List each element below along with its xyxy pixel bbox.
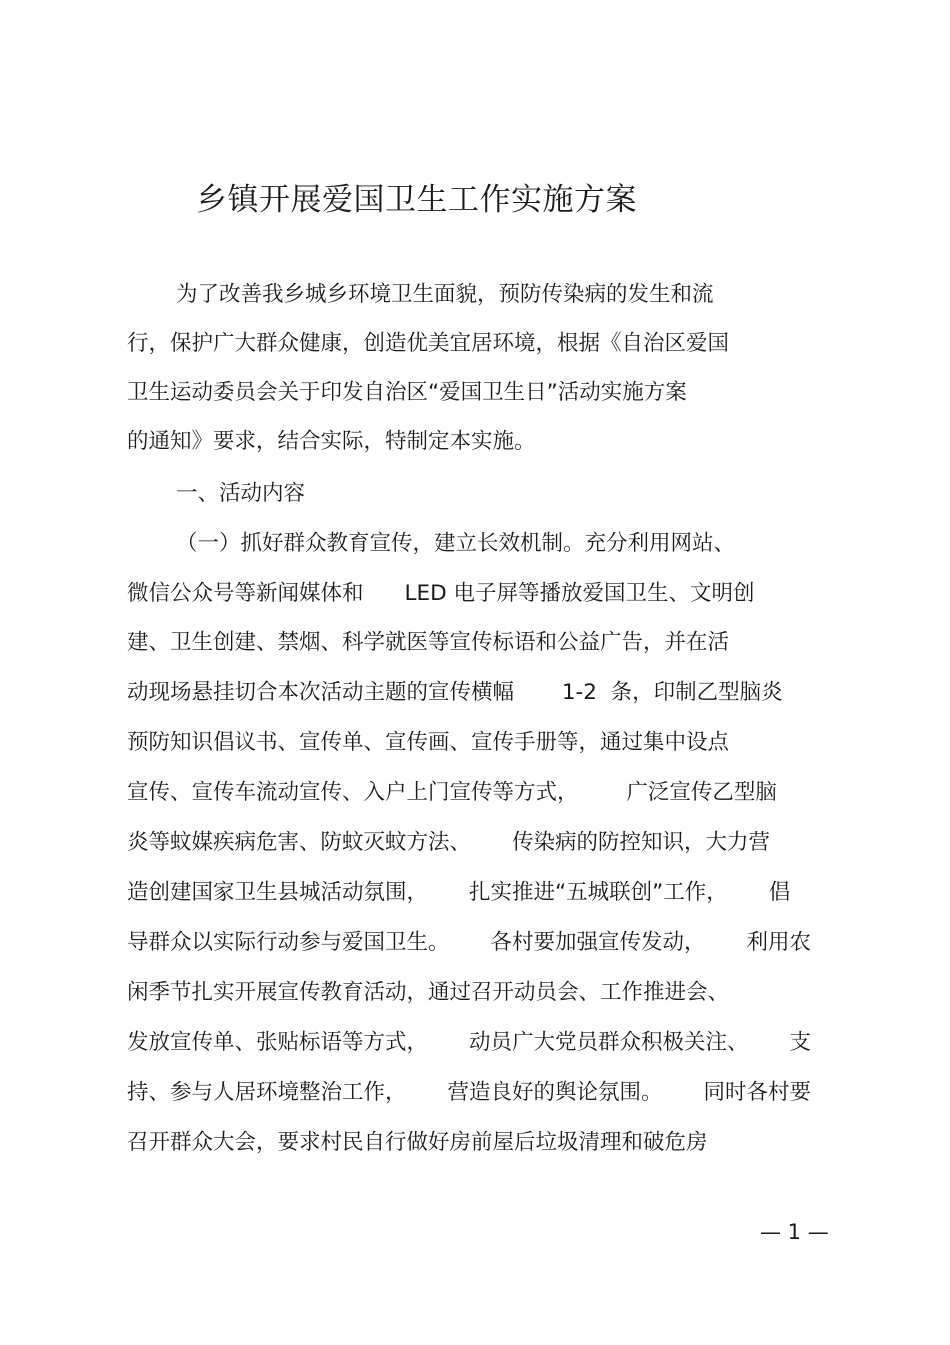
- paragraph-line: 造创建国家卫生县城活动氛围， 扎实推进“五城联创”工作， 倡: [127, 880, 791, 905]
- page-number: — 1 —: [760, 1220, 829, 1244]
- paragraph-line: 微信公众号等新闻媒体和 LED 电子屏等播放爱国卫生、文明创: [127, 581, 755, 606]
- paragraph-line: 为了改善我乡城乡环境卫生面貌，预防传染病的发生和流: [176, 282, 714, 307]
- paragraph-line: 召开群众大会，要求村民自行做好房前屋后垃圾清理和破危房: [127, 1130, 708, 1155]
- paragraph-line: 闲季节扎实开展宣传教育活动，通过召开动员会、工作推进会、: [127, 980, 730, 1005]
- paragraph-line: 的通知》要求，结合实际，特制定本实施。: [127, 429, 536, 454]
- paragraph-line: 持、参与人居环境整治工作， 营造良好的舆论氛围。 同时各村要: [127, 1080, 812, 1105]
- paragraph-line: 发放宣传单、张贴标语等方式， 动员广大党员群众积极关注、 支: [127, 1030, 812, 1055]
- paragraph-line: 预防知识倡议书、宣传单、宣传画、宣传手册等，通过集中设点: [127, 730, 730, 755]
- paragraph-line: （一）抓好群众教育宣传，建立长效机制。充分利用网站、: [176, 531, 736, 556]
- paragraph-line: 卫生运动委员会关于印发自治区“爱国卫生日”活动实施方案: [127, 380, 687, 405]
- paragraph-line: 宣传、宣传车流动宣传、入户上门宣传等方式， 广泛宣传乙型脑: [127, 780, 777, 805]
- paragraph-line: 导群众以实际行动参与爱国卫生。 各村要加强宣传发动， 利用农: [127, 930, 812, 955]
- document-title: 乡镇开展爱国卫生工作实施方案: [196, 182, 637, 218]
- paragraph-line: 行，保护广大群众健康，创造优美宜居环境，根据《自治区爱国: [127, 331, 730, 356]
- paragraph-line: 动现场悬挂切合本次活动主题的宣传横幅 1-2 条，印制乙型脑炎: [127, 680, 783, 705]
- paragraph-line: 建、卫生创建、禁烟、科学就医等宣传标语和公益广告，并在活: [127, 630, 730, 655]
- section-heading: 一、活动内容: [176, 481, 306, 506]
- paragraph-line: 炎等蚊媒疾病危害、防蚊灭蚊方法、 传染病的防控知识，大力营: [127, 830, 771, 855]
